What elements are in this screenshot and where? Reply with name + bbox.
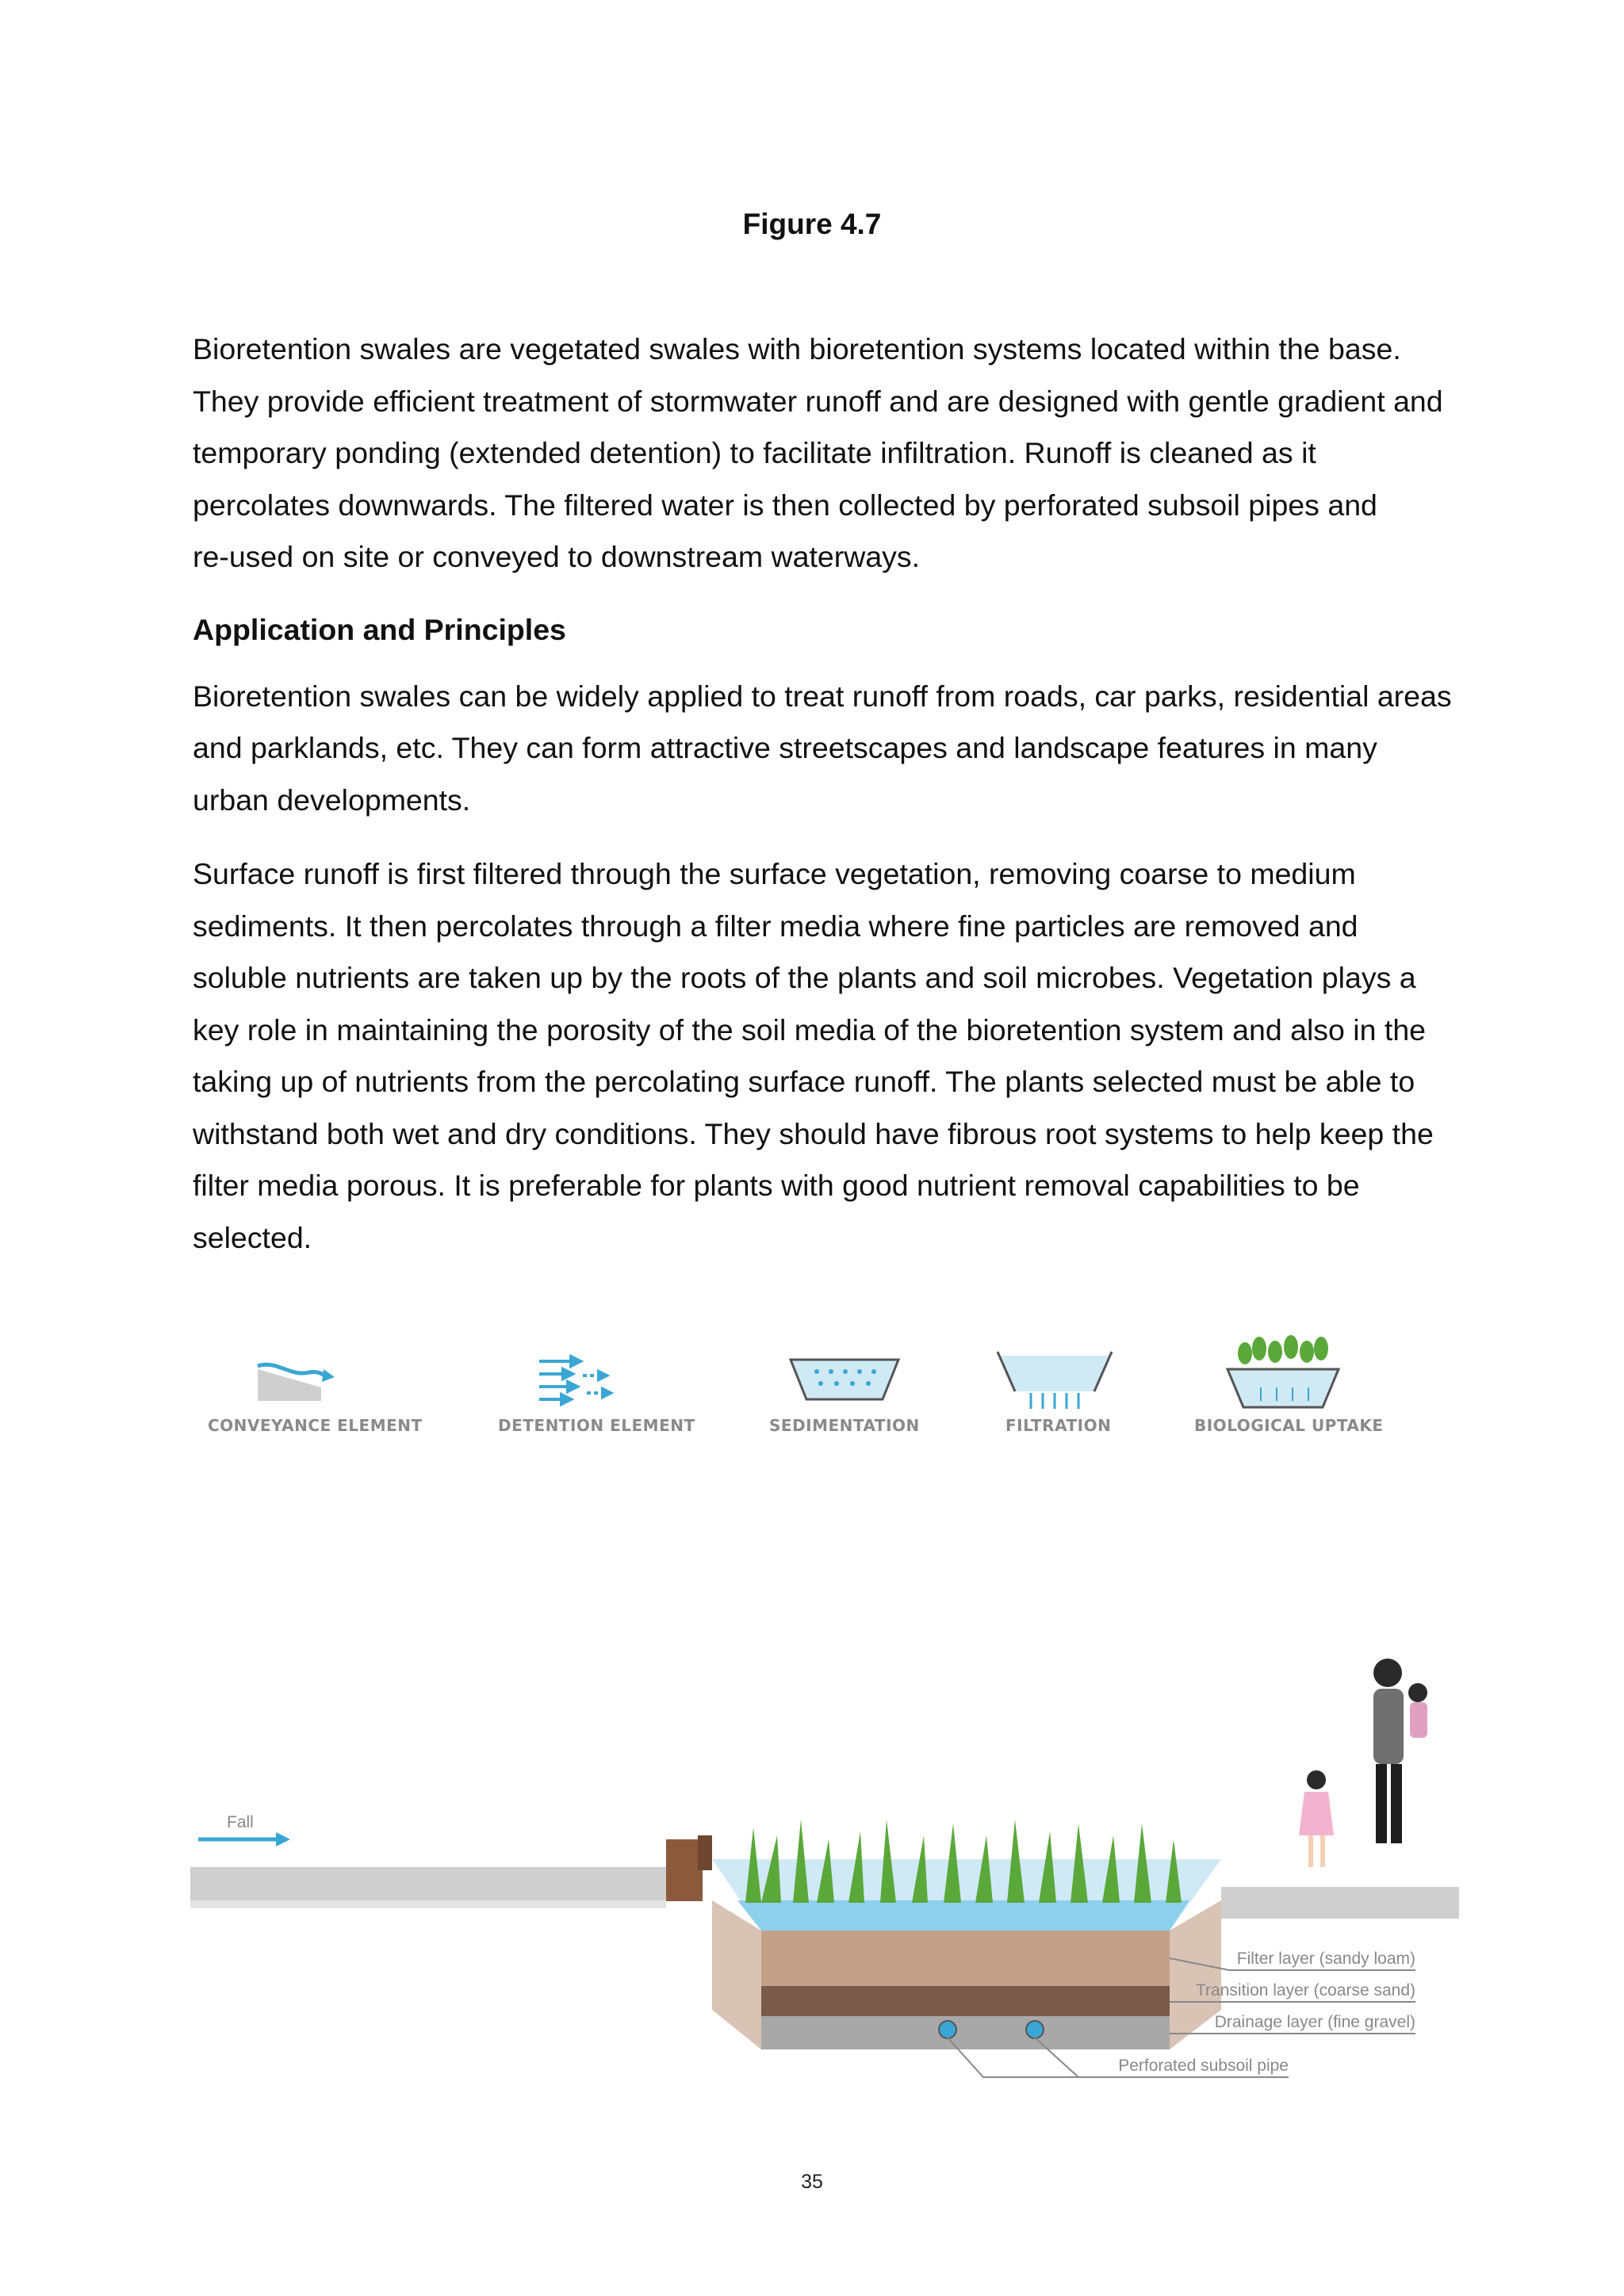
cross-section <box>190 1659 1459 2077</box>
text-line: filter media porous. It is preferable for plants with good nutrient removal capabilities to be <box>193 1169 1360 1202</box>
right-pavement <box>1221 1887 1459 1919</box>
legend <box>208 1335 1384 1435</box>
filtration-icon <box>998 1352 1112 1409</box>
text-line: Surface runoff is first filtered through the surface vegetation, removing coarse to medium <box>193 857 1356 890</box>
people-icon <box>1299 1659 1427 1867</box>
text-line: key role in maintaining the porosity of the soil media of the bioretention system and also in the <box>193 1012 1427 1047</box>
left-pavement <box>190 1867 666 1900</box>
page-number: 35 <box>801 2171 823 2193</box>
body-text <box>193 323 1461 1286</box>
kerb <box>666 1835 712 1901</box>
sedimentation-icon <box>791 1360 898 1399</box>
text-line: urban developments. <box>193 783 471 817</box>
text-line: re-used on site or conveyed to downstream waterways. <box>193 540 921 573</box>
legend-label: DETENTION ELEMENT <box>498 1416 695 1435</box>
text-line: sediments. It then percolates through a filter media where fine particles are removed and <box>193 909 1358 943</box>
text-line: withstand both wet and dry conditions. They should have fibrous root systems to help keep the <box>193 1116 1434 1150</box>
callout-transition-layer: Transition layer (coarse sand) <box>1196 1981 1415 1999</box>
text-line: and parklands, etc. They can form attractive streetscapes and landscape features in many <box>193 731 1377 764</box>
drainage-layer <box>761 2016 1170 2049</box>
legend-label: FILTRATION <box>1005 1416 1112 1435</box>
legend-label: SEDIMENTATION <box>769 1416 920 1435</box>
legend-label: BIOLOGICAL UPTAKE <box>1194 1416 1384 1435</box>
text-line: Bioretention swales can be widely applied to treat runoff from roads, car parks, residential areas <box>193 679 1452 713</box>
filter-layer <box>761 1931 1170 1986</box>
fall-label: Fall <box>227 1813 254 1831</box>
figure-title: Figure 4.7 <box>742 208 882 240</box>
text-line: Bioretention swales are vegetated swales with bioretention systems located within the base. <box>193 332 1401 365</box>
callout-subsoil-pipe: Perforated subsoil pipe <box>1118 2057 1289 2075</box>
detention-icon <box>539 1357 611 1404</box>
conveyance-icon <box>258 1364 335 1401</box>
subsoil-pipe <box>1026 2021 1044 2038</box>
callout-drainage-layer: Drainage layer (fine gravel) <box>1214 2013 1415 2031</box>
text-line: soluble nutrients are taken up by the roots of the plants and soil microbes. Vegetation plays a <box>193 961 1416 994</box>
text-line: temporary ponding (extended detention) to facilitate infiltration. Runoff is cleaned as it <box>193 436 1316 469</box>
text-line: percolates downwards. The filtered water is then collected by perforated subsoil pipes and <box>193 488 1377 522</box>
application-paragraph <box>193 671 1461 827</box>
biological-uptake-icon <box>1228 1335 1339 1407</box>
intro-paragraph <box>193 323 1461 584</box>
legend-label: CONVEYANCE ELEMENT <box>208 1416 423 1435</box>
callout-filter-layer: Filter layer (sandy loam) <box>1236 1950 1415 1968</box>
text-line: They provide efficient treatment of stormwater runoff and are designed with gentle gradient and <box>193 384 1443 418</box>
subsoil-pipe <box>939 2021 956 2038</box>
transition-layer <box>761 1986 1170 2016</box>
section-heading: Application and Principles <box>193 612 566 646</box>
fall-arrow-icon <box>198 1832 290 1846</box>
text-line: taking up of nutrients from the percolating surface runoff. The plants selected must be able to <box>193 1065 1415 1098</box>
bioretention-diagram <box>190 1312 1459 2121</box>
principles-paragraph <box>193 848 1461 1264</box>
text-line: selected. <box>193 1220 312 1254</box>
